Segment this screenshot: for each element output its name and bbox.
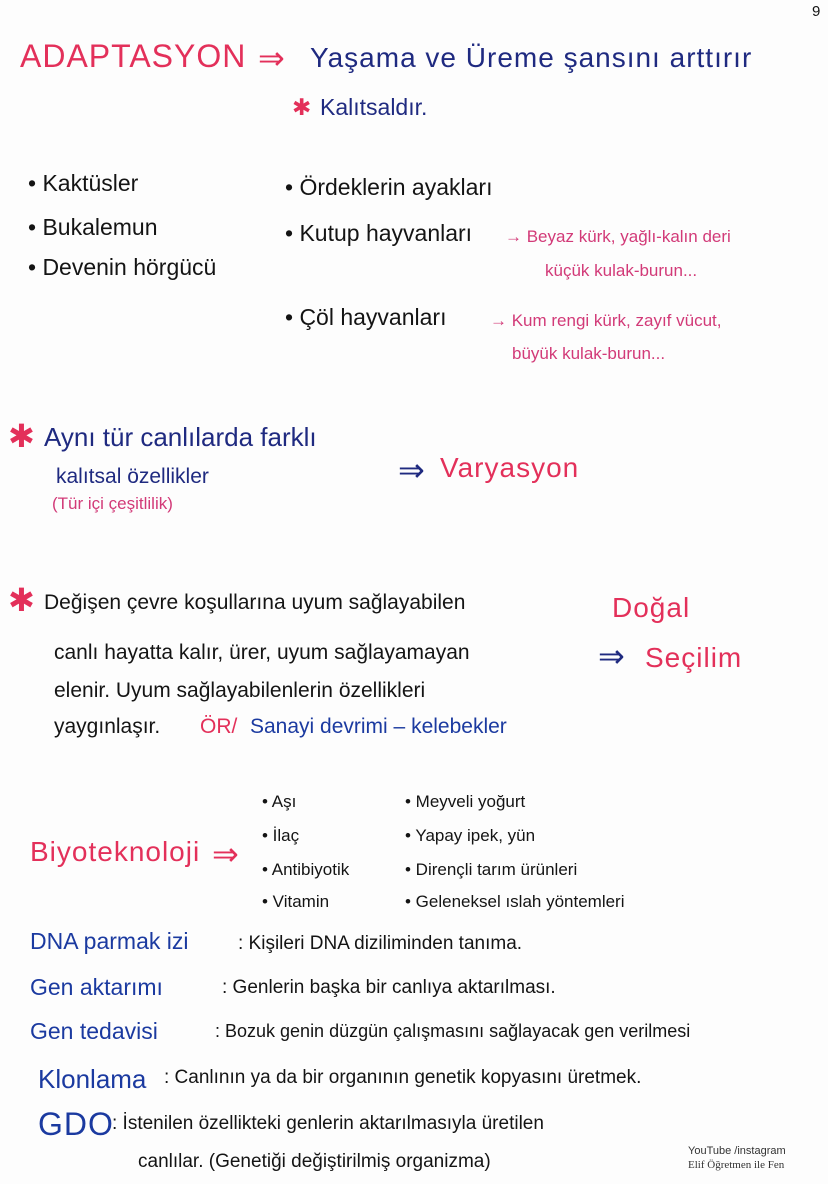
implies-arrow: ⇒ xyxy=(258,40,286,76)
example-item: • Çöl hayvanları xyxy=(285,304,447,330)
star-icon: ✱ xyxy=(8,582,36,618)
selection-line: canlı hayatta kalır, ürer, uyum sağlayamayan xyxy=(54,641,470,664)
biotech-item: • Vitamin xyxy=(262,892,330,911)
definition-text: : Bozuk genin düzgün çalışmasını sağlayacak gen verilmesi xyxy=(215,1021,691,1041)
definition-term: GDO xyxy=(38,1106,114,1142)
selection-line: yaygınlaşır. xyxy=(54,715,161,738)
selection-line: Değişen çevre koşullarına uyum sağlayabilen xyxy=(44,591,466,614)
adaptation-result: Yaşama ve Üreme şansını arttırır xyxy=(310,42,753,73)
variation-sub: (Tür içi çeşitlilik) xyxy=(52,494,173,513)
title-adaptasyon: ADAPTASYON xyxy=(20,38,247,74)
heritable-note: Kalıtsaldır. xyxy=(320,94,428,120)
biotech-item: • Dirençli tarım ürünleri xyxy=(405,860,578,879)
definition-term: DNA parmak izi xyxy=(30,928,189,954)
example-item: • Kutup hayvanları xyxy=(285,220,473,246)
natural-term: Doğal xyxy=(612,592,691,623)
definition-text: : Kişileri DNA diziliminden tanıma. xyxy=(238,933,523,954)
polar-note: → Beyaz kürk, yağlı-kalın deri xyxy=(505,227,731,246)
star-icon: ✱ xyxy=(292,94,312,120)
example-item: • Bukalemun xyxy=(28,214,158,240)
star-icon: ✱ xyxy=(8,418,36,454)
biotech-item: • Yapay ipek, yün xyxy=(405,826,536,845)
biotech-item: • Geleneksel ıslah yöntemleri xyxy=(405,892,625,911)
implies-arrow: ⇒ xyxy=(212,836,240,872)
watermark-line: Elif Öğretmen ile Fen xyxy=(688,1159,785,1171)
example-item: • Devenin hörgücü xyxy=(28,254,217,280)
variation-term: Varyasyon xyxy=(440,452,580,483)
definition-text: : Genlerin başka bir canlıya aktarılması. xyxy=(222,977,556,998)
watermark-line: YouTube /instagram xyxy=(688,1145,786,1157)
example-item: • Ördeklerin ayakları xyxy=(285,174,493,200)
definition-term: Gen tedavisi xyxy=(30,1018,158,1044)
example-prefix: ÖR/ xyxy=(200,715,238,738)
desert-note: → Kum rengi kürk, zayıf vücut, xyxy=(490,311,722,330)
biotech-item: • Meyveli yoğurt xyxy=(405,792,526,811)
biotech-item: • İlaç xyxy=(262,826,300,845)
biotech-item: • Antibiyotik xyxy=(262,860,350,879)
page-number: 9 xyxy=(812,3,821,20)
definition-term: Gen aktarımı xyxy=(30,974,163,1000)
gdo-continued: canlılar. (Genetiği değiştirilmiş organizma) xyxy=(138,1151,491,1172)
definition-text: : Canlının ya da bir organının genetik kopyasını üretmek. xyxy=(164,1067,642,1088)
polar-note: küçük kulak-burun... xyxy=(545,261,698,280)
implies-arrow: ⇒ xyxy=(398,452,426,488)
selection-line: elenir. Uyum sağlayabilenlerin özellikleri xyxy=(54,679,426,702)
variation-line: kalıtsal özellikler xyxy=(56,465,209,488)
selection-term: Seçilim xyxy=(645,642,743,673)
biotech-item: • Aşı xyxy=(262,792,297,811)
definition-term: Klonlama xyxy=(38,1064,147,1094)
implies-arrow: ⇒ xyxy=(598,638,626,674)
selection-example: Sanayi devrimi – kelebekler xyxy=(250,715,507,738)
example-item: • Kaktüsler xyxy=(28,170,139,196)
biotech-title: Biyoteknoloji xyxy=(30,836,201,867)
definition-text: : İstenilen özellikteki genlerin aktarılmasıyla üretilen xyxy=(112,1113,544,1134)
variation-line: Aynı tür canlılarda farklı xyxy=(44,422,317,452)
desert-note: büyük kulak-burun... xyxy=(512,344,666,363)
